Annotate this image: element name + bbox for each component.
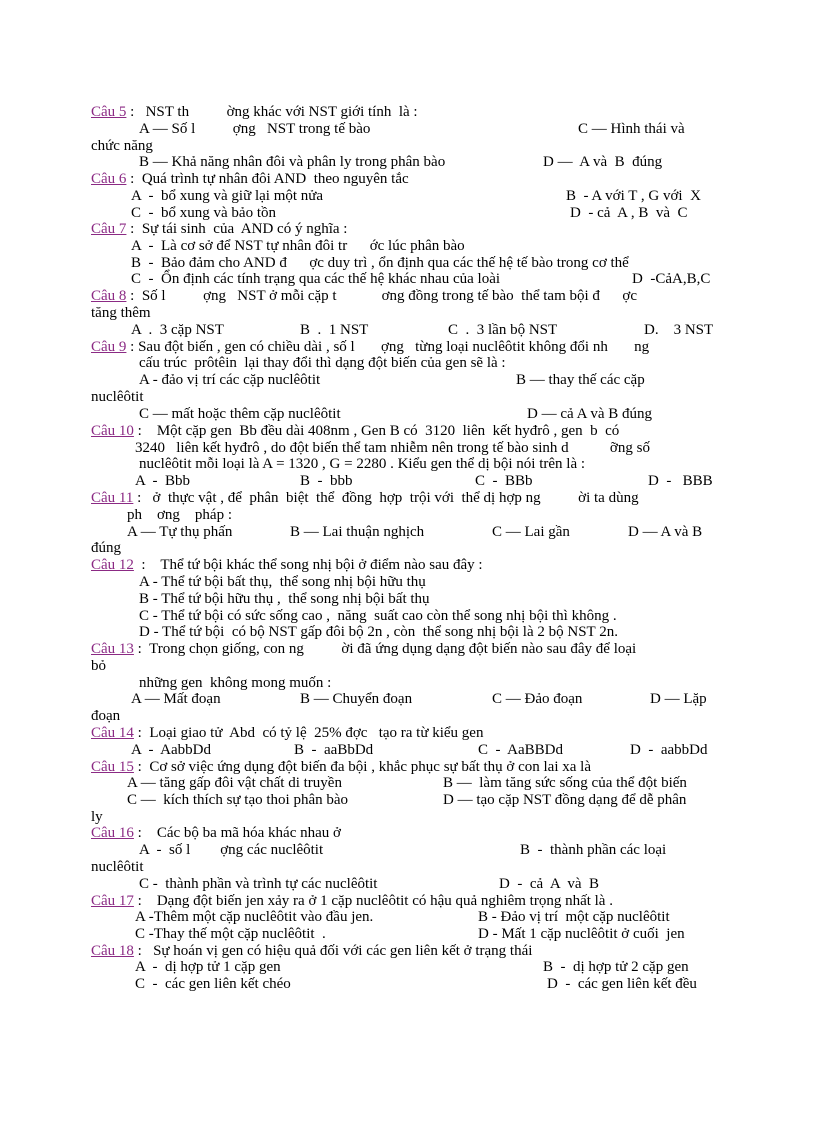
question-12-stem: Câu 12 : Thể tứ bội khác thể song nhị bội ở điểm nào sau đây :: [91, 557, 483, 573]
question-17-stem: Câu 17 : Dạng đột biến jen xảy ra ở 1 cặp nuclêôtit có hậu quả nghiêm trọng nhất là .: [91, 893, 613, 909]
q7-option-b: B - Bảo đảm cho AND đ ợc duy trì , ổn định qua các thế hệ tế bào trong cơ thể: [131, 255, 629, 271]
question-9-stem-cont: cấu trúc prôtêin lại thay đổi thì dạng đột biến của gen sẽ là :: [139, 355, 506, 371]
q7-option-a: A - Là cơ sở để NST tự nhân đôi tr ớc lúc phân bào: [131, 238, 465, 254]
question-18-label[interactable]: Câu 18: [91, 943, 134, 959]
question-10-stem-cont: 3240 liên kết hyđrô , do đột biến thể tam nhiễm nên trong tế bào sinh d ỡng số: [135, 440, 650, 456]
question-8-stem-cont: tăng thêm: [91, 305, 151, 321]
q16-option-a: A - số l ợng các nuclêôtit: [139, 842, 324, 858]
q15-option-a: A — tăng gấp đôi vật chất di truyền: [127, 775, 342, 791]
q10-option-c: C - BBb: [475, 473, 533, 489]
question-7-label[interactable]: Câu 7: [91, 221, 127, 237]
question-8-label[interactable]: Câu 8: [91, 288, 127, 304]
q13-option-b: B — Chuyển đoạn: [300, 691, 413, 707]
q11-option-a: A — Tự thụ phấn: [127, 524, 233, 540]
question-11-stem-cont: ph ơng pháp :: [127, 507, 233, 523]
q13-option-d: D — Lặp: [650, 691, 707, 707]
q11-option-c: C — Lai gần: [492, 524, 570, 540]
q10-option-a: A - Bbb: [135, 473, 191, 489]
q17-option-c: C -Thay thế một cặp nuclêôtit .: [135, 926, 326, 942]
question-18-stem: Câu 18 : Sự hoán vị gen có hiệu quả đối với các gen liên kết ở trạng thái: [91, 943, 533, 959]
q9-option-c: C — mất hoặc thêm cặp nuclêôtit: [139, 406, 341, 422]
q12-option-d: D - Thể tứ bội có bộ NST gấp đôi bộ 2n , còn thể song nhị bội là 2 bộ NST 2n.: [139, 624, 618, 640]
question-9-label[interactable]: Câu 9: [91, 339, 127, 355]
q17-option-a: A -Thêm một cặp nuclêôtit vào đầu jen.: [135, 909, 374, 925]
q16-option-d: D - cả A và B: [499, 876, 599, 892]
question-12-label[interactable]: Câu 12: [91, 557, 134, 573]
q12-option-c: C - Thể tứ bội có sức sống cao , năng suất cao còn thể song nhị bội thì không .: [139, 608, 617, 624]
q17-option-d: D - Mất 1 cặp nuclêôtit ở cuối jen: [478, 926, 685, 942]
q6-option-b: B - A với T , G với X: [566, 188, 701, 204]
question-10-stem-cont2: nuclêôtit mỗi loại là A = 1320 , G = 2280 . Kiểu gen thể dị bội nói trên là :: [139, 456, 586, 472]
q15-option-c: C — kích thích sự tạo thoi phân bào: [127, 792, 349, 808]
q11-option-b: B — Lai thuận nghịch: [290, 524, 425, 540]
q5-option-c-cont: chức năng: [91, 138, 153, 154]
question-16-stem: Câu 16 : Các bộ ba mã hóa khác nhau ở: [91, 825, 341, 841]
question-8-stem: Câu 8 : Số l ợng NST ở mỗi cặp t ơng đồng trong tế bào thể tam bội đ ợc: [91, 288, 638, 304]
question-11-stem: Câu 11 : ở thực vật , để phân biệt thể đồng hợp trội với thể dị hợp ng ời ta dùng: [91, 490, 639, 506]
question-15-stem: Câu 15 : Cơ sở việc ứng dụng đột biến đa bội , khắc phục sự bất thụ ở con lai xa là: [91, 759, 591, 775]
question-10-label[interactable]: Câu 10: [91, 423, 134, 439]
q18-option-b: B - dị hợp tử 2 cặp gen: [543, 959, 689, 975]
q14-option-c: C - AaBBDd: [478, 742, 564, 758]
q5-option-a: A — Số l ợng NST trong tế bào: [139, 121, 371, 137]
q9-option-b: B — thay thế các cặp: [516, 372, 645, 388]
q11-option-d-cont: đúng: [91, 540, 121, 556]
q13-option-a: A — Mất đoạn: [131, 691, 221, 707]
q13-option-c: C — Đảo đoạn: [492, 691, 583, 707]
q9-option-d: D — cả A và B đúng: [527, 406, 652, 422]
question-6-label[interactable]: Câu 6: [91, 171, 127, 187]
q14-option-b: B - aaBbDd: [294, 742, 374, 758]
q16-option-b-cont: nuclêôtit: [91, 859, 144, 875]
q12-option-b: B - Thể tứ bội hữu thụ , thể song nhị bội bất thụ: [139, 591, 430, 607]
q10-option-d: D - BBB: [648, 473, 713, 489]
q7-option-c: C - Ổn định các tính trạng qua các thế hệ khác nhau của loài: [131, 271, 501, 287]
question-9-stem: Câu 9 : Sau đột biến , gen có chiều dài , số l ợng từng loại nuclêôtit không đổi nh ng: [91, 339, 650, 355]
q8-option-c: C . 3 lần bộ NST: [448, 322, 558, 338]
q18-option-c: C - các gen liên kết chéo: [135, 976, 291, 992]
question-17-label[interactable]: Câu 17: [91, 893, 134, 909]
q6-option-a: A - bổ xung và giữ lại một nửa: [131, 188, 324, 204]
q9-option-b-cont: nuclêôtit: [91, 389, 144, 405]
q5-option-b: B — Khả năng nhân đôi và phân ly trong phân bào: [139, 154, 446, 170]
question-10-stem: Câu 10 : Một cặp gen Bb đều dài 408nm , Gen B có 3120 liên kết hyđrô , gen b có: [91, 423, 620, 439]
question-6-stem: Câu 6 : Quá trình tự nhân đôi AND theo nguyên tắc: [91, 171, 409, 187]
q8-option-b: B . 1 NST: [300, 322, 369, 338]
q16-option-b: B - thành phần các loại: [520, 842, 667, 858]
q8-option-d: D. 3 NST: [644, 322, 714, 338]
question-13-label[interactable]: Câu 13: [91, 641, 134, 657]
q18-option-a: A - dị hợp tử 1 cặp gen: [135, 959, 281, 975]
q6-option-c: C - bổ xung và bảo tồn: [131, 205, 276, 221]
q15-option-d-cont: ly: [91, 809, 103, 825]
q14-option-d: D - aabbDd: [630, 742, 708, 758]
q15-option-b: B — làm tăng sức sống của thể đột biến: [443, 775, 687, 791]
q6-option-d: D - cả A , B và C: [570, 205, 688, 221]
question-13-stem-cont: bỏ: [91, 658, 106, 674]
question-15-label[interactable]: Câu 15: [91, 759, 134, 775]
q7-option-d: D -CảA,B,C: [632, 271, 711, 287]
q13-option-d-cont: đoạn: [91, 708, 121, 724]
question-7-stem: Câu 7 : Sự tái sinh của AND có ý nghĩa :: [91, 221, 348, 237]
q10-option-b: B - bbb: [300, 473, 353, 489]
q11-option-d: D — A và B: [628, 524, 703, 540]
q8-option-a: A . 3 cặp NST: [131, 322, 224, 338]
q12-option-a: A - Thể tứ bội bất thụ, thể song nhị bội hữu thụ: [139, 574, 426, 590]
question-11-label[interactable]: Câu 11: [91, 490, 134, 506]
question-5-label[interactable]: Câu 5: [91, 104, 127, 120]
question-13-stem: Câu 13 : Trong chọn giống, con ng ời đã ứng dụng dạng đột biến nào sau đây để loại: [91, 641, 637, 657]
q17-option-b: B - Đảo vị trí một cặp nuclêôtit: [478, 909, 670, 925]
q14-option-a: A - AabbDd: [131, 742, 211, 758]
question-14-stem: Câu 14 : Loại giao tử Abd có tỷ lệ 25% đợc tạo ra từ kiểu gen: [91, 725, 484, 741]
q5-option-c: C — Hình thái và: [578, 121, 685, 137]
q9-option-a: A - đảo vị trí các cặp nuclêôtit: [139, 372, 321, 388]
q18-option-d: D - các gen liên kết đều: [547, 976, 697, 992]
question-5-stem: Câu 5 : NST th ờng khác với NST giới tính là :: [91, 104, 418, 120]
question-16-label[interactable]: Câu 16: [91, 825, 134, 841]
question-13-stem-cont2: những gen không mong muốn :: [139, 675, 332, 691]
q16-option-c: C - thành phần và trình tự các nuclêôtit: [139, 876, 378, 892]
q15-option-d: D — tạo cặp NST đồng dạng để dễ phân: [443, 792, 687, 808]
question-14-label[interactable]: Câu 14: [91, 725, 134, 741]
q5-option-d: D — A và B đúng: [543, 154, 663, 170]
